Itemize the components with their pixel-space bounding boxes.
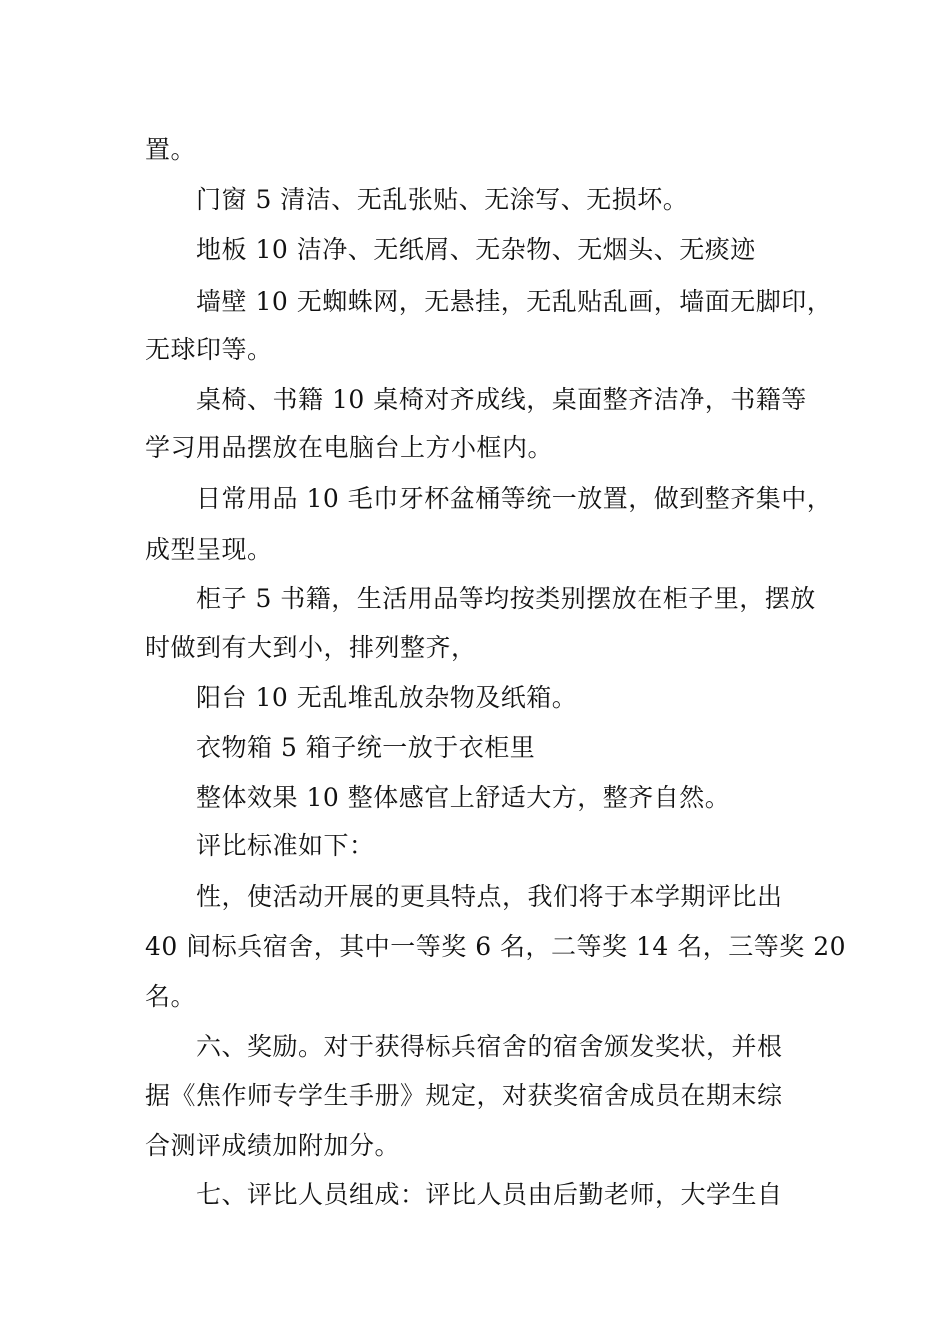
text-line: 门窗 5 清洁、无乱张贴、无涂写、无损坏。 <box>196 185 689 214</box>
text-line: 学习用品摆放在电脑台上方小框内。 <box>145 433 554 462</box>
text-line: 据《焦作师专学生手册》规定，对获奖宿舍成员在期末综 <box>145 1081 783 1110</box>
text-line: 成型呈现。 <box>145 535 273 564</box>
text-line: 衣物箱 5 箱子统一放于衣柜里 <box>196 733 536 762</box>
text-line: 墙壁 10 无蜘蛛网，无悬挂，无乱贴乱画，墙面无脚印， <box>196 287 833 316</box>
text-line: 时做到有大到小，排列整齐， <box>145 633 477 662</box>
text-line: 置。 <box>145 135 197 164</box>
text-line: 七、评比人员组成：评比人员由后勤老师，大学生自 <box>196 1180 783 1209</box>
text-line: 日常用品 10 毛巾牙杯盆桶等统一放置，做到整齐集中， <box>196 484 833 513</box>
text-line: 无球印等。 <box>145 335 273 364</box>
text-line: 阳台 10 无乱堆乱放杂物及纸箱。 <box>196 683 578 712</box>
text-line: 柜子 5 书籍，生活用品等均按类别摆放在柜子里，摆放 <box>196 584 816 613</box>
text-line: 六、奖励。对于获得标兵宿舍的宿舍颁发奖状，并根 <box>196 1032 783 1061</box>
text-line: 评比标准如下： <box>196 831 375 860</box>
text-line: 合测评成绩加附加分。 <box>145 1131 401 1160</box>
text-line: 地板 10 洁净、无纸屑、无杂物、无烟头、无痰迹 <box>196 235 756 264</box>
text-line: 桌椅、书籍 10 桌椅对齐成线，桌面整齐洁净，书籍等 <box>196 385 807 414</box>
text-line: 40 间标兵宿舍，其中一等奖 6 名，二等奖 14 名，三等奖 20 <box>145 932 847 961</box>
text-line: 性，使活动开展的更具特点，我们将于本学期评比出 <box>196 882 783 911</box>
text-line: 整体效果 10 整体感官上舒适大方，整齐自然。 <box>196 783 731 812</box>
text-line: 名。 <box>145 982 197 1011</box>
